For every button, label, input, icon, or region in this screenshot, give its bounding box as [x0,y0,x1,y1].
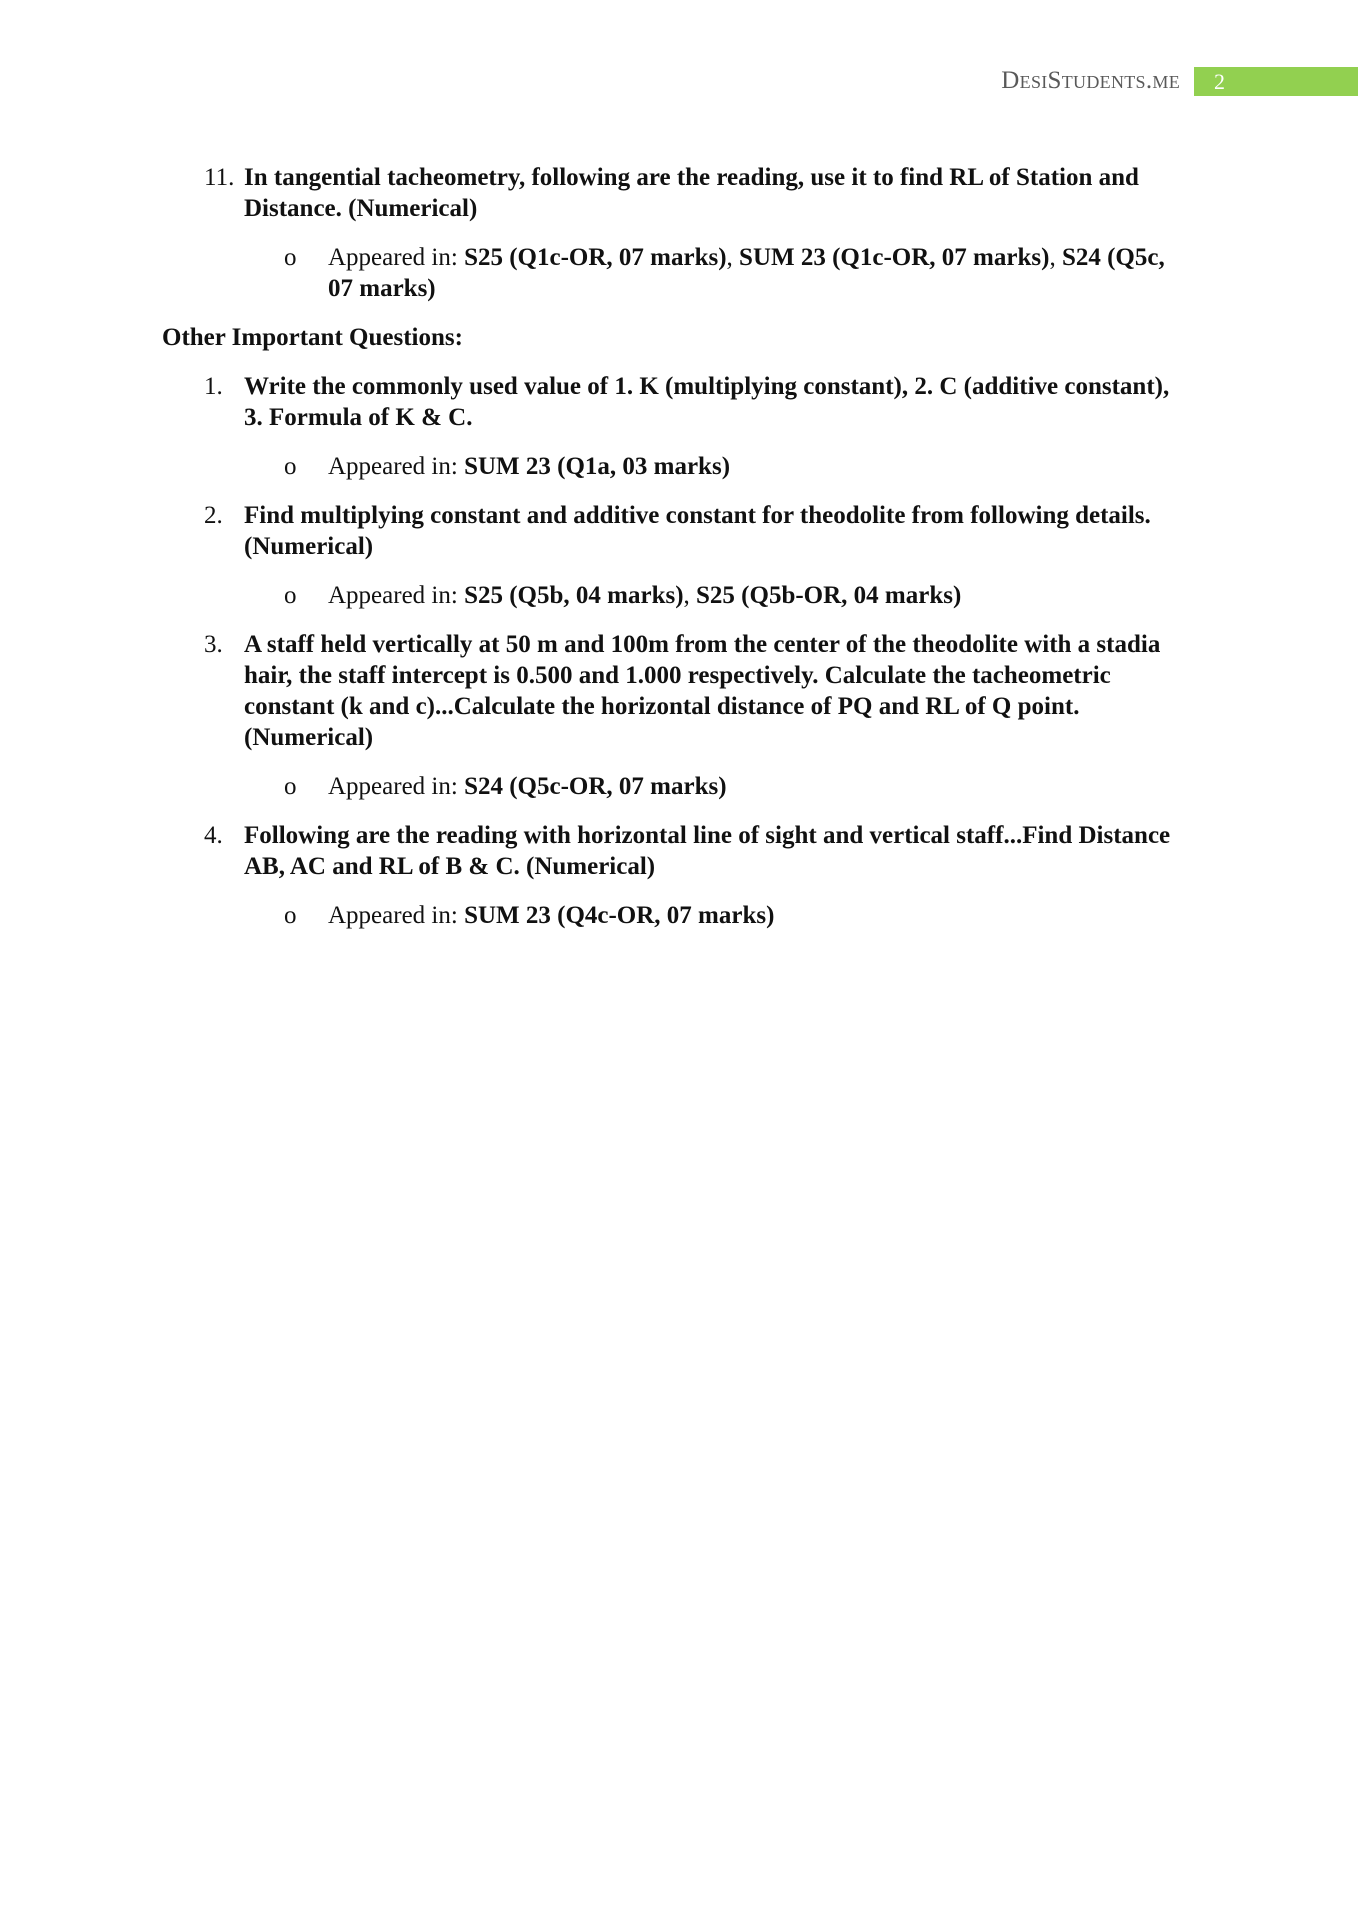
bullet-icon: o [284,773,297,800]
appeared-label: Appeared in: [328,582,465,609]
appeared-in-line [164,900,1194,931]
question-number: 4. [204,822,223,849]
page-number: 2 [1194,67,1358,96]
bullet-icon: o [284,453,297,480]
appeared-ref: SUM 23 (Q1a, 03 marks) [464,453,731,480]
appeared-ref: SUM 23 (Q1c-OR, 07 marks) [739,244,1050,271]
appeared-label: Appeared in: [328,773,465,800]
question-item [164,820,1194,931]
section-title: Other Important Questions: [162,324,463,351]
appeared-label: Appeared in: [328,902,465,929]
appeared-ref: S24 (Q5c-OR, 07 marks) [464,773,727,800]
document-body [164,162,1194,949]
appeared-ref: SUM 23 (Q4c-OR, 07 marks) [464,902,775,929]
question-item [164,371,1194,482]
question-number: 2. [204,502,223,529]
appeared-ref: S25 (Q5b, 04 marks) [464,582,684,609]
appeared-ref: S24 (Q5c, 07 marks) [328,244,1165,302]
ref-separator: , [1049,244,1062,271]
question-item [164,500,1194,611]
question-text: In tangential tacheometry, following are the reading, use it to find RL of Station and Distance. (Numerical) [244,164,1139,222]
appeared-in-line [164,580,1194,611]
appeared-label: Appeared in: [328,244,465,271]
appeared-ref: S25 (Q5b-OR, 04 marks) [696,582,962,609]
question-item [164,629,1194,802]
question-text: Write the commonly used value of 1. K (multiplying constant), 2. C (additive constant), 3. Formula of K & C. [244,373,1170,431]
page-header [1001,66,1358,96]
question-number: 11. [204,164,235,191]
appeared-ref: S25 (Q1c-OR, 07 marks) [464,244,727,271]
appeared-in-line [164,451,1194,482]
bullet-icon: o [284,244,297,271]
question-number: 3. [204,631,223,658]
site-name: DesiStudents.me [1001,67,1180,94]
question-text: Find multiplying constant and additive constant for theodolite from following details. (Numerical) [244,502,1151,560]
question-number: 1. [204,373,223,400]
question-text: A staff held vertically at 50 m and 100m from the center of the theodolite with a stadia hair, the staff intercept is 0.500 and 1.000 respectively. Calculate the tacheometric constant (k and c)...Calculate the horizontal distance of PQ and RL of Q point. (Numerical) [244,631,1161,751]
ref-separator: , [683,582,697,609]
appeared-in-line [164,242,1194,304]
ref-separator: , [726,244,740,271]
question-item [164,162,1194,304]
bullet-icon: o [284,902,297,929]
question-text: Following are the reading with horizontal line of sight and vertical staff...Find Distance AB, AC and RL of B & C. (Numerical) [244,822,1171,880]
appeared-label: Appeared in: [328,453,465,480]
appeared-in-line [164,771,1194,802]
bullet-icon: o [284,582,297,609]
